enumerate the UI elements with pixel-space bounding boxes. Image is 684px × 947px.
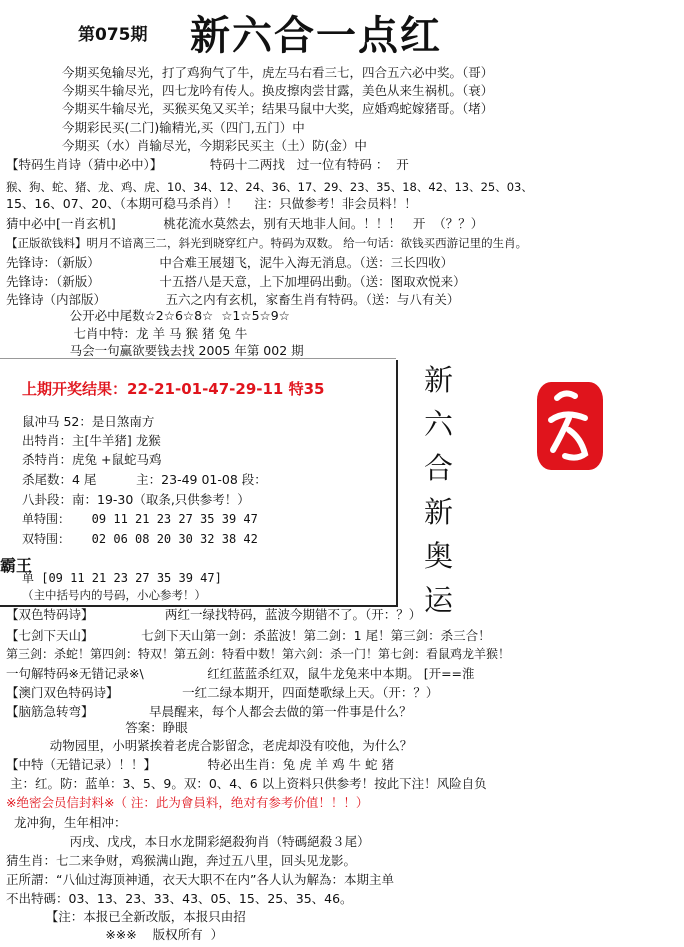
- text-line: 【特码生肖诗（猜中必中）】 特码十二两找 过一位有特码 ： 开: [6, 157, 409, 172]
- text-line: 今期买（水）肖输尽光，今期彩民买主（土）防(金）中: [62, 138, 367, 153]
- olympic-emblem-icon: [535, 380, 605, 472]
- side-char: 奥: [424, 539, 454, 573]
- text-line: 先锋诗：（新版） 十五搭八是天意，上下加埋码出動。（送：图取欢悦来）: [6, 274, 466, 289]
- text-line: 七肖中特：龙 羊 马 猴 猪 兔 牛: [6, 326, 248, 341]
- side-char: 新: [424, 495, 454, 529]
- text-line: 答案：睁眼: [6, 720, 188, 735]
- side-char: 合: [424, 451, 454, 485]
- issue-number: 第075期: [78, 25, 148, 45]
- text-line: 今期买牛输尽光，四七龙吟有传人。换皮擦肉尝甘露，美色从来生祸机。（衰）: [62, 83, 494, 98]
- text-line: 龙冲狗，生年相冲：: [6, 815, 127, 830]
- text-line: 先锋诗（内部版） 五六之内有玄机，家畜生肖有特码。（送：与八有关）: [6, 292, 460, 307]
- text-line: 【正版欲钱料】明月不谙离三二，斜光到晓穿红户。特码为双数。 给一句话：欲钱买西游记里的生肖。: [6, 236, 528, 250]
- box-line: 杀特肖：虎兔 +鼠蛇马鸡: [22, 452, 162, 467]
- text-line: 先锋诗：（新版） 中合难王展翅飞，泥牛入海无消息。（送：三长四收）: [6, 255, 454, 270]
- box-line: 鼠冲马 52：是日煞南方: [22, 414, 155, 429]
- text-line: 猜中必中[一肖玄机] 桃花流水莫然去，别有天地非人间。！！！ 开 （？？）: [6, 216, 484, 231]
- text-line: 不出特碼：03、13、23、33、43、05、15、25、35、46。: [6, 891, 353, 906]
- text-line: 猴、狗、蛇、猪、龙、鸡、虎、10、34、12、24、36、17、29、23、35、18、42、13、25、03、: [6, 180, 533, 194]
- box-top-rule: [0, 358, 396, 359]
- side-char: 新: [424, 363, 454, 397]
- text-line: 马会一句赢欲要钱去找 2005 年第 002 期: [6, 343, 304, 358]
- box-line: 杀尾数：4 尾 主：23-49 01-08 段：: [22, 472, 267, 487]
- text-line: 【中特（无错记录）！！】 特必出生肖：兔 虎 羊 鸡 牛 蛇 猪: [6, 757, 394, 772]
- box-line: 单特围： 09 11 21 23 27 35 39 47: [22, 512, 258, 526]
- text-line: 【七剑下天山】 七剑下天山第一剑：杀蓝波！第二剑：1 尾！第三剑：杀三合！: [6, 628, 491, 643]
- side-char: 六: [424, 407, 454, 441]
- box-note: （主中括号内的号码，小心参考！）: [22, 588, 206, 602]
- box-heading: 霸王: [0, 556, 33, 575]
- text-line: ※※※ 版权所有 ）: [6, 927, 224, 942]
- text-line: 丙戌、戊戌，本日水龙開彩絕殺狗肖（特碼絕殺３尾）: [6, 834, 370, 849]
- text-line: 今期买牛输尽光，买猴买兔又买羊；结果马鼠中大奖，应婚鸡蛇嫁猪哥。（堵）: [62, 101, 494, 116]
- page-title: 新六合一点红: [190, 12, 442, 59]
- text-line: 【注：本报已全新改版，本报只由招: [6, 909, 246, 924]
- text-line: 主：红。防：蓝单：3、5、9。双：0、4、6 以上资料只供参考！按此下注！风险自负: [6, 776, 487, 791]
- text-line: 第三剑：杀蛇！第四剑：特双！第五剑：特看中数！第六剑：杀一门！第七剑：看鼠鸡龙羊猴！: [6, 647, 511, 661]
- box-line: 八卦段：南：19-30（取条,只供参考！）: [22, 492, 250, 507]
- side-vertical-text: [424, 358, 464, 622]
- text-line: ※绝密会员信封料※（ 注：此为會員料，绝对有参考价值！！！）: [6, 795, 369, 810]
- text-line: 15、16、07、20、（本期可稳马杀肖）！ 注：只做参考！非会员料！！: [6, 196, 417, 211]
- text-line: 一句解特码※无错记录※\ 红红蓝蓝杀红双，鼠牛龙兔来中本期。 [开==淮: [6, 666, 475, 681]
- text-line: 【脑筋急转弯】 早晨醒来，每个人都会去做的第一件事是什么？: [6, 704, 412, 719]
- text-line: 动物园里，小明紧挨着老虎合影留念，老虎却没有咬他，为什么？: [6, 738, 413, 753]
- side-char: 运: [424, 583, 454, 617]
- text-line: 【双色特码诗】 两红一绿找特码，蓝波今期错不了。（开：？）: [6, 607, 422, 622]
- text-line: 今期买兔输尽光，打了鸡狗气了牛，虎左马右看三七，四合五六必中奖。（哥）: [62, 65, 494, 80]
- text-line: 【澳门双色特码诗】 一红二绿本期开，四面楚歌绿上天。（开：？）: [6, 685, 439, 700]
- text-line: 猜生肖：七二来争财，鸡猴满山跑，奔过五八里，回头见龙影。: [6, 853, 357, 868]
- text-line: 公开必中尾数☆2☆6☆8☆ ☆1☆5☆9☆: [6, 308, 290, 323]
- box-line: 出特肖：主[牛羊猪] 龙猴: [22, 433, 161, 448]
- text-line: 正所謂：“八仙过海顶神通，衣天大职不在内”各人认为解為：本期主单: [6, 872, 394, 887]
- last-result: 上期开奖结果：22-21-01-47-29-11 特35: [22, 380, 325, 398]
- box-single: 单 [09 11 21 23 27 35 39 47]: [22, 571, 222, 585]
- text-line: 今期彩民买(二门)输精光,买（四门,五门）中: [62, 120, 305, 135]
- box-line: 双特围： 02 06 08 20 30 32 38 42: [22, 532, 258, 546]
